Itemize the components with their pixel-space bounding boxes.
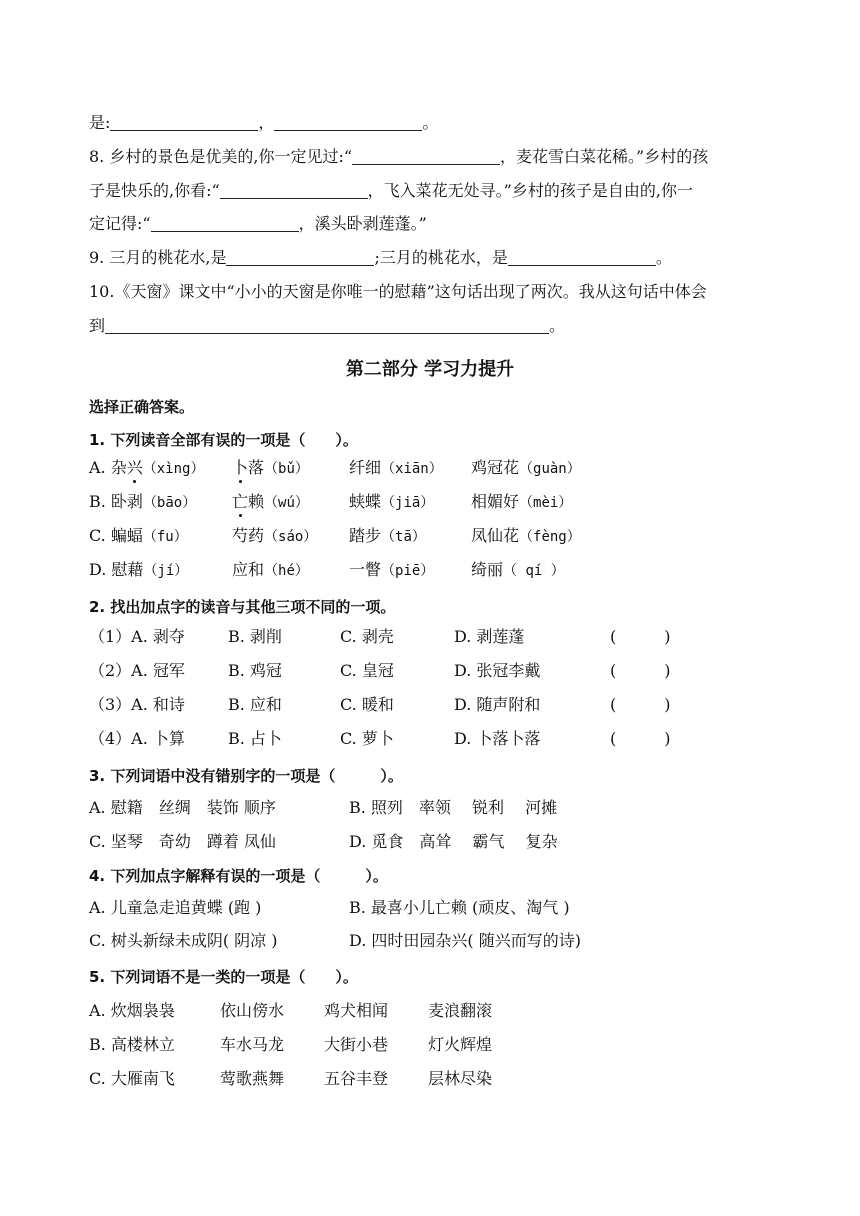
q5-b3: 大街小巷 (324, 1035, 389, 1054)
text: 。 (422, 113, 439, 132)
q5-b1[interactable]: B. 高楼林立 (89, 1035, 175, 1054)
answer-blank[interactable] (274, 114, 422, 131)
q3-option-b[interactable]: B. 照列 率领 锐利 河摊 (349, 798, 558, 817)
text: ，溪头卧剥莲蓬。” (298, 214, 427, 233)
q8-line3 (89, 214, 427, 236)
q2-row3-a[interactable]: （3）A. 和诗 (89, 695, 185, 714)
q3-option-a[interactable]: A. 慰籍 丝绸 装饰 顺序 (89, 798, 276, 817)
q1-a2[interactable]: 卜落（bǔ） (232, 458, 309, 477)
q2-row2-c[interactable]: C. 皇冠 (340, 661, 394, 680)
q7-continuation (89, 113, 438, 135)
text: ， (258, 113, 275, 132)
text: ，飞入菜花无处寻。”乡村的孩子是自由的,你一 (367, 181, 693, 200)
text: 。 (655, 248, 672, 267)
text: ，麦花雪白菜花稀。”乡村的孩 (500, 147, 709, 166)
text: 定记得:“ (89, 214, 151, 233)
q2-row2-answer[interactable]: ( ) (610, 661, 671, 680)
text: 8. 乡村的景色是优美的,你一定见过:“ (89, 147, 353, 166)
instruction: 选择正确答案。 (89, 398, 195, 416)
q5-c4: 层林尽染 (428, 1069, 493, 1088)
q2-row2-b[interactable]: B. 鸡冠 (228, 661, 282, 680)
q2-stem: 2. 找出加点字的读音与其他三项不同的一项。 (89, 598, 396, 616)
q1-b3[interactable]: 蛱蝶（jiā） (349, 492, 435, 511)
q5-c2: 莺歌燕舞 (220, 1069, 285, 1088)
answer-blank[interactable] (105, 317, 549, 334)
q5-b2: 车水马龙 (220, 1035, 285, 1054)
q2-row1-c[interactable]: C. 剥壳 (340, 627, 394, 646)
q4-option-d[interactable]: D. 四时田园杂兴( 随兴而写的诗) (349, 931, 582, 950)
q5-a1[interactable]: A. 炊烟袅袅 (89, 1001, 175, 1020)
q2-row1-a[interactable]: （1）A. 剥夺 (89, 627, 185, 646)
q1-a4[interactable]: 鸡冠花（guàn） (471, 458, 581, 477)
q5-b4: 灯火辉煌 (428, 1035, 493, 1054)
q1-b1[interactable]: B. 卧剥（bāo） (89, 492, 197, 511)
q1-c4[interactable]: 凤仙花（fèng） (471, 526, 581, 545)
text: ;三月的桃花水，是 (374, 248, 508, 267)
q3-option-d[interactable]: D. 觅食 高耸 霸气 复杂 (349, 832, 558, 851)
q4-stem: 4. 下列加点字解释有误的一项是（ ）。 (89, 867, 388, 885)
answer-blank[interactable] (226, 249, 374, 266)
text: 9. 三月的桃花水,是 (89, 248, 227, 267)
q1-d2[interactable]: 应和（hé） (232, 560, 309, 579)
q2-row4-d[interactable]: D. 卜落卜落 (454, 729, 541, 748)
q1-a3[interactable]: 纤细（xiān） (349, 458, 443, 477)
q1-d3[interactable]: 一瞥（piē） (349, 560, 435, 579)
q8-line1 (89, 147, 708, 169)
q1-d1[interactable]: D. 慰藉（jí） (89, 560, 189, 579)
text: 是: (89, 113, 111, 132)
q5-a4: 麦浪翻滚 (428, 1001, 493, 1020)
q4-option-c[interactable]: C. 树头新绿未成阴( 阴凉 ) (89, 931, 278, 950)
text: 到 (89, 316, 106, 335)
answer-blank[interactable] (151, 215, 299, 232)
q2-row4-answer[interactable]: ( ) (610, 729, 671, 748)
q2-row1-d[interactable]: D. 剥莲蓬 (454, 627, 525, 646)
q2-row1-b[interactable]: B. 剥削 (228, 627, 282, 646)
section-title: 第二部分 学习力提升 (345, 359, 515, 380)
q5-a3: 鸡犬相闻 (324, 1001, 389, 1020)
q1-c1[interactable]: C. 蝙蝠（fu） (89, 526, 188, 545)
q1-a1[interactable]: A. 杂兴（xìng） (89, 458, 205, 477)
q1-c2[interactable]: 芍药（sáo） (232, 526, 318, 545)
q1-b2[interactable]: 亡赖（wú） (232, 492, 309, 511)
q1-stem: 1. 下列读音全部有误的一项是（ ）。 (89, 431, 358, 449)
q2-row4-b[interactable]: B. 占卜 (228, 729, 282, 748)
q5-stem: 5. 下列词语不是一类的一项是（ ）。 (89, 968, 358, 986)
q2-row2-d[interactable]: D. 张冠李戴 (454, 661, 541, 680)
answer-blank[interactable] (220, 182, 368, 199)
q10-line1: 10.《天窗》课文中“小小的天窗是你唯一的慰藉”这句话出现了两次。我从这句话中体会 (89, 282, 707, 301)
q2-row3-d[interactable]: D. 随声附和 (454, 695, 541, 714)
q2-row3-b[interactable]: B. 应和 (228, 695, 282, 714)
q3-option-c[interactable]: C. 坚琴 奇幼 蹲着 凤仙 (89, 832, 276, 851)
q1-b4[interactable]: 相媚好（mèi） (471, 492, 573, 511)
q10-line2 (89, 316, 565, 338)
q2-row3-answer[interactable]: ( ) (610, 695, 671, 714)
q2-row4-a[interactable]: （4）A. 卜算 (89, 729, 185, 748)
q2-row1-answer[interactable]: ( ) (610, 627, 671, 646)
q8-line2 (89, 181, 693, 203)
answer-blank[interactable] (352, 148, 500, 165)
q4-option-b[interactable]: B. 最喜小儿亡赖 (顽皮、淘气 ) (349, 898, 570, 917)
q1-d4[interactable]: 绮丽（ qí ） (471, 560, 565, 579)
text: 子是快乐的,你看:“ (89, 181, 220, 200)
q5-c3: 五谷丰登 (324, 1069, 389, 1088)
q5-c1[interactable]: C. 大雁南飞 (89, 1069, 175, 1088)
q3-stem: 3. 下列词语中没有错别字的一项是（ ）。 (89, 767, 403, 785)
q4-option-a[interactable]: A. 儿童急走追黄蝶 (跑 ) (89, 898, 262, 917)
answer-blank[interactable] (508, 249, 656, 266)
q2-row4-c[interactable]: C. 萝卜 (340, 729, 394, 748)
q5-a2: 依山傍水 (220, 1001, 285, 1020)
text: 。 (549, 316, 566, 335)
answer-blank[interactable] (110, 114, 258, 131)
q2-row2-a[interactable]: （2）A. 冠军 (89, 661, 185, 680)
q1-c3[interactable]: 踏步（tā） (349, 526, 426, 545)
q2-row3-c[interactable]: C. 暖和 (340, 695, 394, 714)
q9-line (89, 248, 672, 270)
